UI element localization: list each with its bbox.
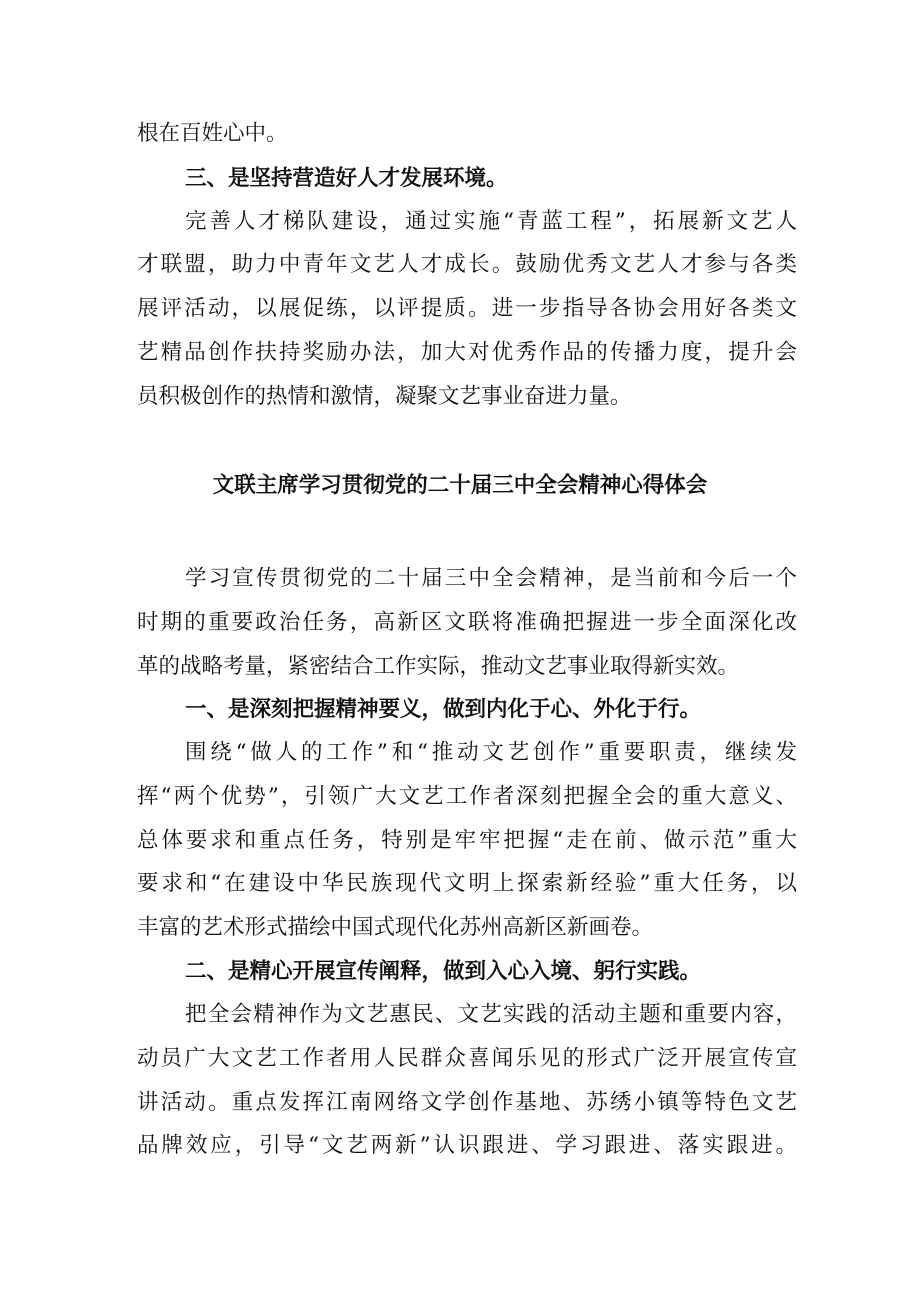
paragraph-line: 艺精品创作扶持奖励办法，加大对优秀作品的传播力度，提升会 — [137, 340, 797, 365]
paragraph-line: 学习宣传贯彻党的二十届三中全会精神，是当前和今后一个 — [185, 566, 797, 591]
article-title: 文联主席学习贯彻党的二十届三中全会精神心得体会 — [212, 473, 708, 498]
paragraph-line: 要求和“在建设中华民族现代文明上探索新经验”重大任务，以 — [137, 871, 797, 896]
paragraph-line: 革的战略考量，紧密结合工作实际，推动文艺事业取得新实效。 — [137, 654, 740, 679]
paragraph-line: 时期的重要政治任务，高新区文联将准确把握进一步全面深化改 — [137, 610, 797, 635]
paragraph-line: 展评活动，以展促练，以评提质。进一步指导各协会用好各类文 — [137, 296, 797, 321]
paragraph-line: 根在百姓心中。 — [137, 121, 288, 146]
paragraph-line: 把全会精神作为文艺惠民、文艺实践的活动主题和重要内容， — [185, 1002, 797, 1027]
paragraph-line: 才联盟，助力中青年文艺人才成长。鼓励优秀文艺人才参与各类 — [137, 252, 797, 277]
paragraph-line: 总体要求和重点任务，特别是牢牢把握“走在前、做示范”重大 — [137, 828, 797, 853]
paragraph-line: 丰富的艺术形式描绘中国式现代化苏州高新区新画卷。 — [137, 915, 654, 940]
paragraph-line: 动员广大文艺工作者用人民群众喜闻乐见的形式广泛开展宣传宣 — [137, 1046, 797, 1071]
section-heading-2: 二、是精心开展宣传阐释，做到入心入境、躬行实践。 — [185, 959, 702, 984]
paragraph-line: 品牌效应，引导“文艺两新”认识跟进、学习跟进、落实跟进。 — [137, 1133, 797, 1158]
paragraph-line: 完善人才梯队建设，通过实施“青蓝工程”，拓展新文艺人 — [185, 209, 797, 234]
paragraph-line: 挥“两个优势”，引领广大文艺工作者深刻把握全会的重大意义、 — [137, 784, 797, 809]
paragraph-line: 讲活动。重点发挥江南网络文学创作基地、苏绣小镇等特色文艺 — [137, 1090, 797, 1115]
paragraph-line: 员积极创作的热情和激情，凝聚文艺事业奋进力量。 — [137, 384, 632, 409]
section-heading-1: 一、是深刻把握精神要义，做到内化于心、外化于行。 — [185, 697, 702, 722]
paragraph-line: 围绕“做人的工作”和“推动文艺创作”重要职责，继续发 — [185, 740, 797, 765]
section-heading-3: 三、是坚持营造好人才发展环境。 — [185, 166, 508, 191]
